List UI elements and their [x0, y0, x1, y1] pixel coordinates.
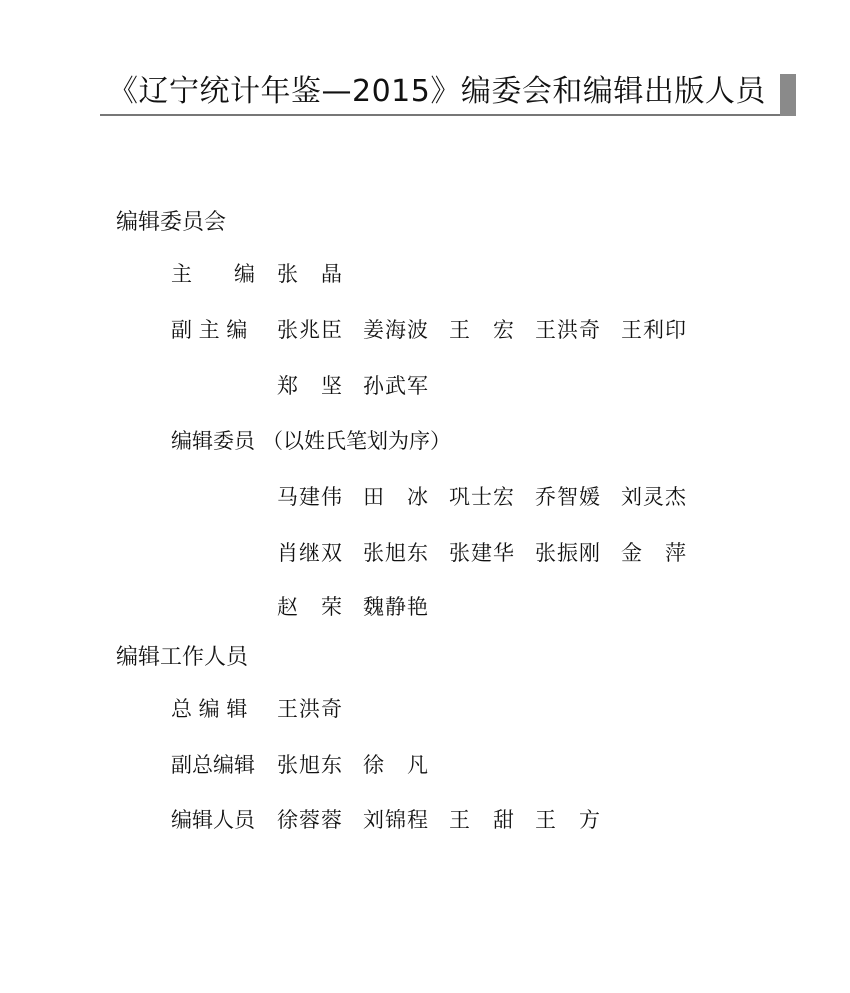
person-name: 张旭东 [277, 753, 343, 777]
person-name: 孙武军 [363, 374, 429, 398]
person-name: 刘锦程 [363, 808, 429, 832]
person-name: 田 冰 [363, 485, 429, 509]
deputy-chief-editor-names-row-2 [277, 372, 449, 400]
committee-members-row-1 [277, 483, 707, 511]
person-name: 王 甜 [449, 808, 515, 832]
person-name: 肖继双 [277, 541, 343, 565]
section-heading-committee: 编辑委员会 [116, 210, 227, 235]
title-side-marker [780, 74, 796, 116]
general-editor-label: 总 编 辑 [171, 697, 248, 721]
person-name: 徐 凡 [363, 753, 429, 777]
deputy-chief-editor-names-row-1 [277, 316, 707, 344]
deputy-general-editor-label: 副总编辑 [171, 753, 255, 777]
person-name: 王 方 [535, 808, 601, 832]
deputy-chief-editor-label: 副 主 编 [171, 318, 248, 342]
committee-members-label: 编辑委员 [171, 429, 255, 453]
person-name: 张 晶 [277, 262, 343, 286]
person-name: 金 萍 [621, 541, 687, 565]
person-name: 乔智媛 [535, 485, 601, 509]
person-name: 郑 坚 [277, 374, 343, 398]
chief-editor-names [277, 260, 363, 288]
editors-names [277, 806, 621, 834]
person-name: 徐蓉蓉 [277, 808, 343, 832]
deputy-general-editor-names [277, 751, 449, 779]
committee-members-row-3 [277, 593, 449, 621]
committee-members-note: （以姓氏笔划为序） [262, 429, 451, 453]
section-heading-staff: 编辑工作人员 [116, 645, 249, 670]
person-name: 张旭东 [363, 541, 429, 565]
person-name: 张建华 [449, 541, 515, 565]
editors-label: 编辑人员 [171, 808, 255, 832]
general-editor-names [277, 695, 363, 723]
person-name: 王 宏 [449, 318, 515, 342]
person-name: 王洪奇 [535, 318, 601, 342]
person-name: 王利印 [621, 318, 687, 342]
person-name: 魏静艳 [363, 595, 429, 619]
committee-members-row-2 [277, 539, 707, 567]
page-title: 《辽宁统计年鉴—2015》编委会和编辑出版人员 [108, 74, 766, 109]
chief-editor-label: 主 编 [171, 262, 255, 286]
person-name: 张兆臣 [277, 318, 343, 342]
person-name: 张振刚 [535, 541, 601, 565]
person-name: 姜海波 [363, 318, 429, 342]
person-name: 赵 荣 [277, 595, 343, 619]
person-name: 刘灵杰 [621, 485, 687, 509]
person-name: 马建伟 [277, 485, 343, 509]
title-divider [100, 114, 796, 116]
person-name: 巩士宏 [449, 485, 515, 509]
person-name: 王洪奇 [277, 697, 343, 721]
